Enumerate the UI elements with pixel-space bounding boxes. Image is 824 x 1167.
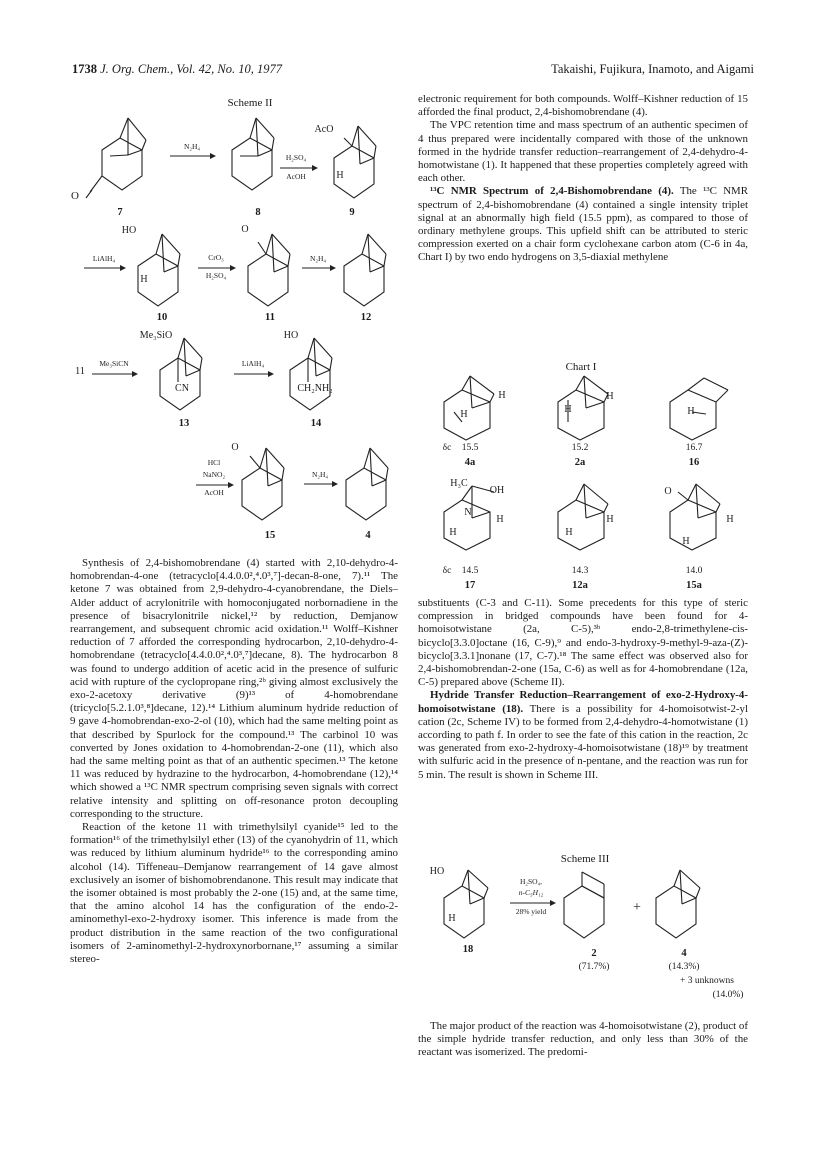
reagent-lialh4-1: LiAlH₄ [92, 254, 116, 263]
label-o-11: O [241, 224, 249, 235]
hydride-text: There is a possibility for 4-homoisotwist-2-yl cation (2c, Scheme IV) to be formed from 2,4-dehydro-4-homotwistane (1) according to path f. In order to see the fate of this cation in the reaction, 2c was generated from exo-2-hydroxy-4-homoisotwistane (18)¹⁹ by treatment with sulfuric acid in the presence of n-pentane, and the reaction was run for 5 min. The result is shown in Scheme III. [418, 702, 748, 781]
page-header [72, 62, 754, 82]
left-paragraph-1: Synthesis of 2,4-bishomobrendane (4) started with 2,10-dehydro-4-homobrendan-4-one (tetracyclo[4.4.0.0²,⁴.0³,⁷]-decan-8-one, 7).¹¹ The ketone 7 was obtained from 2,9-dehydro-4-cyanobrendane, the Diels–Alder adduct of acrylonitrile with homoconjugated norbornadiene in the presence of bisacrylonitrile nickel,¹² by reduction, Demjanow rearrangement, and subsequent chromic acid oxidation.¹¹ Wolff–Kishner reduction of 7 afforded the corresponding hydrocarbon, 2,10-dehydro-4-homobrendane (tetracyclo[4.4.0.0²,⁴.0³,⁷]decane, 8). The hydrocarbon 8 was found to undergo addition of acetic acid in the presence of sulfuric acid with rupture of the cyclopropane ring,²ᵇ giving almost exclusively the exo-2-acetoxy derivative (9)¹³ of 4-homobrendane (tricyclo[5.2.1.0³,⁸]decane, 12).¹⁴ Lithium aluminum hydride reduction of 9 gave 4-homobrendan-exo-2-ol (10), which had the same melting point as that described by Spurlock for the compound.¹³ The carbinol 10 was converted by Jones oxidation to 4-homobrendan-2-one (11), which also had the same melting point as that of an authentic specimen.¹³ The ketone 11 was reduced by hydrazine to the hydrocarbon, 4-homobrendane (12),¹⁴ which showed a ¹³C NMR spectrum comprising seven signals with correct relative intensity and splitting on off-resonance proton decoupling corresponding to the structure. [70, 557, 398, 820]
chart1-title: Chart I [565, 361, 597, 373]
scheme3-title: Scheme III [560, 853, 610, 865]
chart1-id-15a: 15a [686, 580, 702, 591]
label-o-7: O [71, 190, 79, 202]
compound-12: 12 [360, 312, 372, 323]
chart1-h-12a-b: H [606, 514, 614, 525]
label-h-9: H [336, 170, 344, 181]
structure-4a [432, 372, 522, 447]
shift-15a: 14.0 [685, 566, 703, 576]
structure-7 [80, 110, 170, 220]
hydride-heading: Hydride Transfer Reduction–Rearrangement of exo-2-Hydroxy-4-homoisotwistane (18). [418, 689, 748, 715]
label-ch2nh2: CH₂NH₂ [297, 383, 333, 394]
structure-17 [432, 478, 522, 556]
reagent-me3sicn: Me₃SiCN [99, 359, 129, 368]
compound-7: 7 [117, 207, 123, 218]
chart1-h-12a-a: H [565, 527, 573, 538]
scheme2-title: Scheme II [227, 97, 273, 109]
chart1-id-17: 17 [464, 580, 476, 591]
reagent-acoh: AcOH [286, 172, 306, 181]
chart1-h-17-b: H [449, 527, 457, 538]
unknowns-pct: (14.0%) [712, 990, 744, 1000]
scheme3-reagent-b: n-C₅H₁₂ [518, 888, 544, 897]
structure-4-product [648, 868, 718, 948]
right-paragraph-2: The VPC retention time and mass spectrum of an authentic specimen of 4 thus prepared were incidentally compared with those of the unknown formed in the hydride transfer reduction–rearrangement of 2,4-dehydro-4-homotwistane (1). It happened that these properties completely agreed with each other. [418, 119, 748, 185]
compound-15: 15 [264, 530, 276, 541]
scheme3-plus: + [633, 900, 641, 915]
scheme3-ho: HO [429, 866, 445, 877]
compound-9: 9 [349, 207, 355, 218]
label-aco: AcO [314, 124, 334, 135]
nmr-text: The ¹³C NMR spectrum of 2,4-bishomobrendane (4) contained a single intensity triplet signal at an abnormally high field (15.5 ppm), as compared to those of ordinary methylene groups. This upfield shift can be attributed to steric compression exerted on a chair form cyclohexane carbon atom (C-6 in 4a, Chart I) by two endo hydrogens on 3,5-diaxial methylene [418, 185, 749, 264]
reagent-n2h4-2: N₂H₄ [309, 254, 327, 263]
chart1-id-16: 16 [688, 457, 700, 468]
arrow-6 [90, 368, 138, 380]
scheme3-reagent-a: H₂SO₄, [519, 877, 543, 886]
right-paragraph-3: substituents (C-3 and C-11). Some precedents for this type of steric compression in bridged compounds have been found for 4-homoisotwistane (2a, C-5),³ᵇ endo-2,8-trimethylene-cis-bicyclo[3.3.0]octane (16, C-9),⁹ and endo-3-hydroxy-9-methyl-9-aza-(Z)-bicyclo[3.3.1]nonane (17, C-7).¹⁸ The same effect was observed also for 2,4-bishomobrendan-2-one (15a, C-6) as well as for 4-homobrendane (12a, C-5) prepared above (Scheme II). [418, 597, 748, 689]
chart1-h-15a-b: H [726, 514, 734, 525]
compound-4: 4 [365, 530, 371, 541]
header-authors: Takaishi, Fujikura, Inamoto, and Aigami [551, 62, 754, 76]
delta-label-1: δc [442, 443, 452, 453]
reagent-lialh4-2: LiAlH₄ [241, 359, 265, 368]
label-cn: CN [175, 383, 189, 394]
label-me3sio: Me₃SiO [139, 330, 173, 341]
product-4: 4 [681, 948, 687, 959]
label-o-15: O [231, 442, 239, 453]
chart1-h-17-a: H [496, 514, 504, 525]
left-paragraph-2: Reaction of the ketone 11 with trimethylsilyl cyanide¹⁵ led to the formation¹⁶ of the trimethylsilyl ether (13) of the cyanohydrin of 11, which was reduced by lithium aluminum hydride¹⁶ to the corresponding amino alcohol (14). Tiffeneau–Demjanow rearrangement of 14 gave almost exclusively an isomer of bishomobrendanone. This result may indicate that the isomer obtained is most probably the 2-one (15) and, at the same time, that the amino alcohol 14 has the configuration of the endo-2-aminomethyl-exo-2-hydroxy isomer. This inference is made from the product distribution in the same reaction of the two configurational isomers of 2-aminomethyl-2-hydroxynorbornane,¹⁷ assuming a similar stereo- [70, 821, 398, 966]
arrow-5 [300, 262, 336, 274]
chart1-h-2a-b: H [606, 391, 614, 402]
chart1-o-15a: O [664, 486, 672, 497]
compound-8: 8 [255, 207, 261, 218]
structure-18 [436, 868, 506, 948]
chart1-oh: OH [489, 485, 505, 496]
structure-2a [546, 372, 636, 447]
start-11: 11 [74, 366, 86, 377]
shift-12a: 14.3 [571, 566, 589, 576]
reagent-nano2: NaNO₂ [202, 470, 226, 479]
reagent-n2h4-3: N₂H₄ [311, 470, 329, 479]
journal-citation: J. Org. Chem., Vol. 42, No. 10, 1977 [100, 62, 282, 76]
reagent-n2h4-1: N₂H₄ [183, 142, 201, 151]
reagent-cro3: CrO₃ [208, 253, 224, 262]
structure-14 [278, 330, 358, 425]
chart1-h-15a-a: H [682, 536, 690, 547]
arrow-7 [232, 368, 274, 380]
structure-13 [148, 330, 228, 425]
right-column-mid-text [418, 597, 748, 837]
arrow-9 [302, 478, 338, 490]
shift-17: 14.5 [461, 566, 479, 576]
chart1-h-4a-a: H [460, 409, 468, 420]
product-4-pct: (14.3%) [668, 962, 700, 972]
structure-4 [334, 440, 409, 530]
compound-13: 13 [178, 418, 190, 429]
chart1-id-2a: 2a [574, 457, 586, 468]
structure-12a [546, 478, 636, 556]
header-left [72, 62, 282, 77]
scheme3-h: H [448, 913, 456, 924]
product-2: 2 [591, 948, 597, 959]
right-paragraph-hydride [418, 689, 748, 781]
compound-14: 14 [310, 418, 322, 429]
chart1-h-16: H [687, 406, 695, 417]
unknowns: + 3 unknowns [680, 976, 734, 986]
product-2-pct: (71.7%) [578, 962, 610, 972]
shift-4a: 15.5 [461, 443, 479, 453]
chart1-id-12a: 12a [572, 580, 588, 591]
right-paragraph-1: electronic requirement for both compounds. Wolff–Kishner reduction of 15 afforded the final product, 2,4-bishomobrendane (4). [418, 93, 748, 119]
reagent-h2so4: H₂SO₄ [285, 153, 307, 162]
label-ho-14: HO [283, 330, 299, 341]
compound-18: 18 [462, 944, 474, 955]
shift-16: 16.7 [685, 443, 703, 453]
structure-12 [332, 226, 407, 321]
delta-label-2: δc [442, 566, 452, 576]
scheme3-reagent-c: 28% yield [515, 907, 547, 916]
nmr-heading: ¹³C NMR Spectrum of 2,4-Bishomobrendane (4). [430, 185, 674, 198]
chart1-id-4a: 4a [464, 457, 476, 468]
reagent-acoh-2: AcOH [204, 488, 224, 497]
reagent-h2so4-2: H₂SO₄ [205, 271, 227, 280]
arrow-1 [168, 150, 216, 162]
chart1-n: N [464, 507, 472, 518]
shift-2a: 15.2 [571, 443, 589, 453]
label-h-10: H [140, 274, 148, 285]
structure-2 [556, 868, 626, 948]
right-column-bottom-text [418, 1020, 748, 1080]
label-ho-10: HO [121, 225, 137, 236]
structure-15 [230, 440, 310, 530]
right-paragraph-final: The major product of the reaction was 4-homoisotwistane (2), product of the simple hydride transfer reduction, and only less than 30% of the reactant was isomerized. The predomi- [418, 1020, 748, 1059]
left-column-text [70, 557, 398, 1117]
chart1-h3c: H₃C [450, 478, 468, 489]
page-number: 1738 [72, 62, 97, 76]
right-paragraph-nmr [418, 185, 748, 264]
compound-10: 10 [156, 312, 168, 323]
chart1-h-4a-b: H [498, 390, 506, 401]
reagent-hcl: HCl [207, 458, 221, 467]
compound-11: 11 [265, 312, 275, 323]
arrow-3 [82, 262, 126, 274]
chart1-h-2a-a: H [564, 404, 572, 415]
right-column-top-text [418, 93, 748, 349]
